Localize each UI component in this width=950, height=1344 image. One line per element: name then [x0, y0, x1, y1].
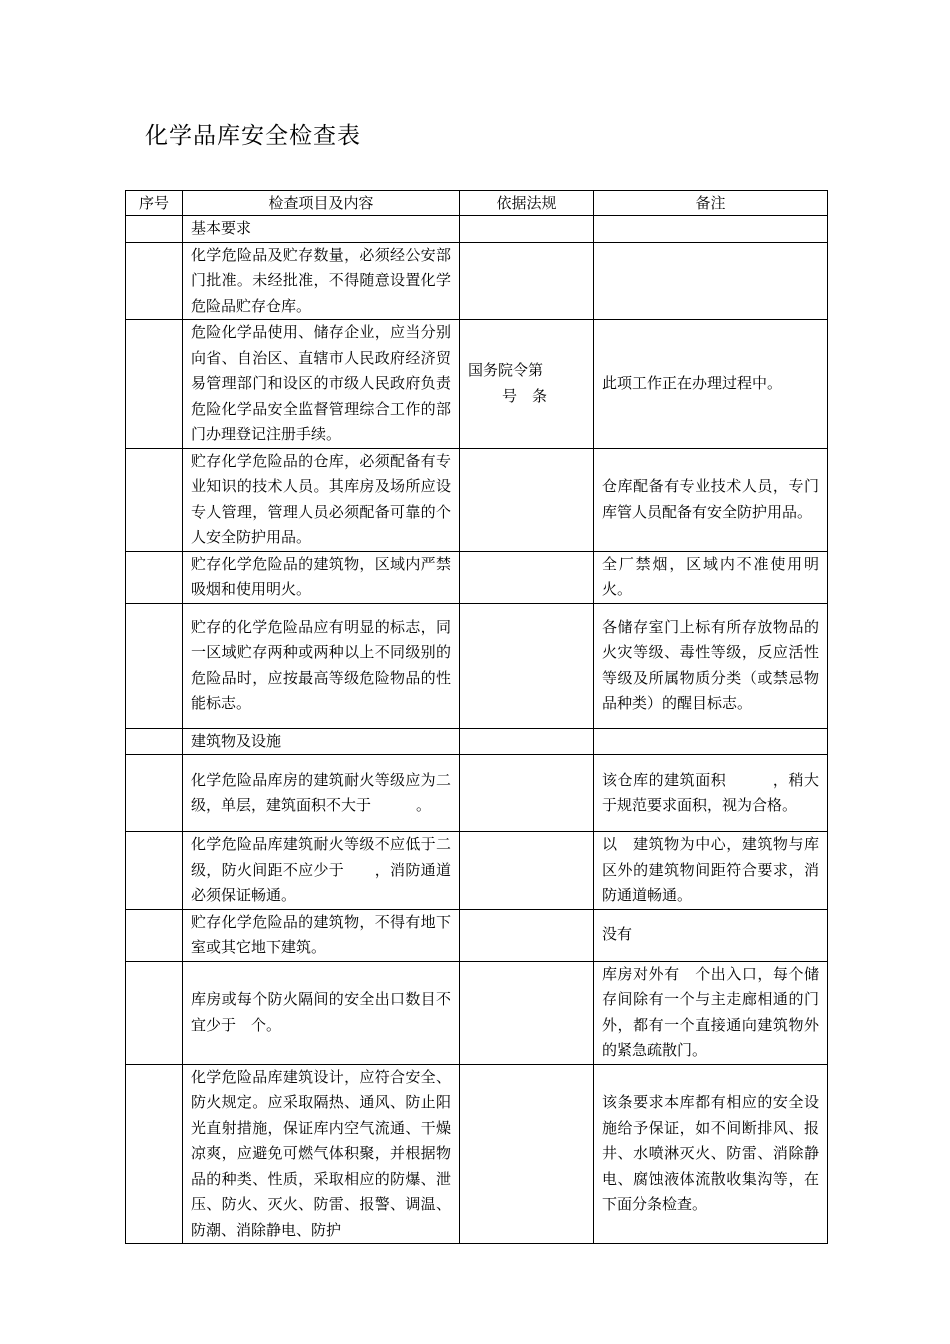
- seq-cell: [126, 320, 183, 449]
- seq-cell: [126, 755, 183, 832]
- note-cell: 以 建筑物为中心，建筑物与库区外的建筑物间距符合要求，消防通道畅通。: [594, 832, 828, 910]
- seq-cell: [126, 551, 183, 603]
- item-cell: 基本要求: [183, 216, 460, 243]
- table-row: [126, 448, 828, 551]
- law-cell: [460, 728, 594, 755]
- note-cell: 该条要求本库都有相应的安全设施给予保证，如不间断排风、报井、水喷淋灭火、防雷、消除静电、腐蚀液体流散收集沟等，在下面分条检查。: [594, 1064, 828, 1244]
- table-row: [126, 755, 828, 832]
- note-cell: [594, 216, 828, 243]
- seq-cell: [126, 1064, 183, 1244]
- seq-cell: [126, 909, 183, 961]
- note-cell: [594, 242, 828, 320]
- note-cell: 各储存室门上标有所存放物品的火灾等级、毒性等级，反应活性等级及所属物质分类（或禁忌物品种类）的醒目标志。: [594, 603, 828, 728]
- item-cell: 贮存化学危险品的建筑物，不得有地下室或其它地下建筑。: [183, 909, 460, 961]
- item-cell: 化学危险品库建筑耐火等级不应低于二级，防火间距不应少于 ，消防通道必须保证畅通。: [183, 832, 460, 910]
- law-cell: [460, 448, 594, 551]
- item-cell: 化学危险品及贮存数量，必须经公安部门批准。未经批准，不得随意设置化学危险品贮存仓库。: [183, 242, 460, 320]
- law-cell: [460, 242, 594, 320]
- table-row: [126, 216, 828, 243]
- law-cell: [460, 909, 594, 961]
- header-law: 依据法规: [460, 191, 594, 216]
- seq-cell: [126, 728, 183, 755]
- law-cell: [460, 603, 594, 728]
- note-cell: 该仓库的建筑面积 ，稍大于规范要求面积，视为合格。: [594, 755, 828, 832]
- law-cell: [460, 755, 594, 832]
- table-row: [126, 242, 828, 320]
- law-cell: [460, 320, 594, 449]
- table-row: [126, 909, 828, 961]
- law-reference-line: 号 条: [502, 386, 548, 405]
- table-header-row: [126, 191, 828, 216]
- header-note: 备注: [594, 191, 828, 216]
- item-cell: 库房或每个防火隔间的安全出口数目不宜少于 个。: [183, 961, 460, 1064]
- header-item: 检查项目及内容: [183, 191, 460, 216]
- note-cell: 此项工作正在办理过程中。: [594, 320, 828, 449]
- law-reference-line: 国务院令第: [468, 361, 544, 380]
- seq-cell: [126, 216, 183, 243]
- item-cell: 贮存的化学危险品应有明显的标志，同一区域贮存两种或两种以上不同级别的危险品时，应按最高等级危险物品的性能标志。: [183, 603, 460, 728]
- item-cell: 贮存化学危险品的仓库，必须配备有专业知识的技术人员。其库房及场所应设专人管理，管理人员必须配备可靠的个人安全防护用品。: [183, 448, 460, 551]
- seq-cell: [126, 603, 183, 728]
- table-row: [126, 551, 828, 603]
- item-cell: 化学危险品库建筑设计，应符合安全、防火规定。应采取隔热、通风、防止阳光直射措施，保证库内空气流通、干燥凉爽，应避免可燃气体积聚，并根据物品的种类、性质，采取相应的防爆、泄压、防火、灭火、防雷、报警、调温、防潮、消除静电、防护: [183, 1064, 460, 1244]
- seq-cell: [126, 242, 183, 320]
- table-row: [126, 728, 828, 755]
- law-cell: [460, 961, 594, 1064]
- inspection-table: [125, 190, 828, 1244]
- table-row: [126, 603, 828, 728]
- table-row: [126, 1064, 828, 1244]
- note-cell: [594, 728, 828, 755]
- note-cell: 全厂禁烟，区域内不准使用明火。: [594, 551, 828, 603]
- note-cell: 没有: [594, 909, 828, 961]
- item-cell: 化学危险品库房的建筑耐火等级应为二级，单层，建筑面积不大于 。: [183, 755, 460, 832]
- item-cell: 贮存化学危险品的建筑物，区域内严禁吸烟和使用明火。: [183, 551, 460, 603]
- law-cell: [460, 551, 594, 603]
- seq-cell: [126, 448, 183, 551]
- table-row: [126, 320, 828, 449]
- law-cell: [460, 1064, 594, 1244]
- table-row: [126, 832, 828, 910]
- page-title: 化学品库安全检查表: [145, 123, 361, 149]
- law-cell: [460, 832, 594, 910]
- seq-cell: [126, 832, 183, 910]
- seq-cell: [126, 961, 183, 1064]
- note-cell: 仓库配备有专业技术人员，专门库管人员配备有安全防护用品。: [594, 448, 828, 551]
- item-cell: 危险化学品使用、储存企业，应当分别向省、自治区、直辖市人民政府经济贸易管理部门和设区的市级人民政府负责危险化学品安全监督管理综合工作的部门办理登记注册手续。: [183, 320, 460, 449]
- note-cell: 库房对外有 个出入口，每个储存间除有一个与主走廊相通的门外，都有一个直接通向建筑物外的紧急疏散门。: [594, 961, 828, 1064]
- item-cell: 建筑物及设施: [183, 728, 460, 755]
- law-cell: [460, 216, 594, 243]
- table-row: [126, 961, 828, 1064]
- header-seq: 序号: [126, 191, 183, 216]
